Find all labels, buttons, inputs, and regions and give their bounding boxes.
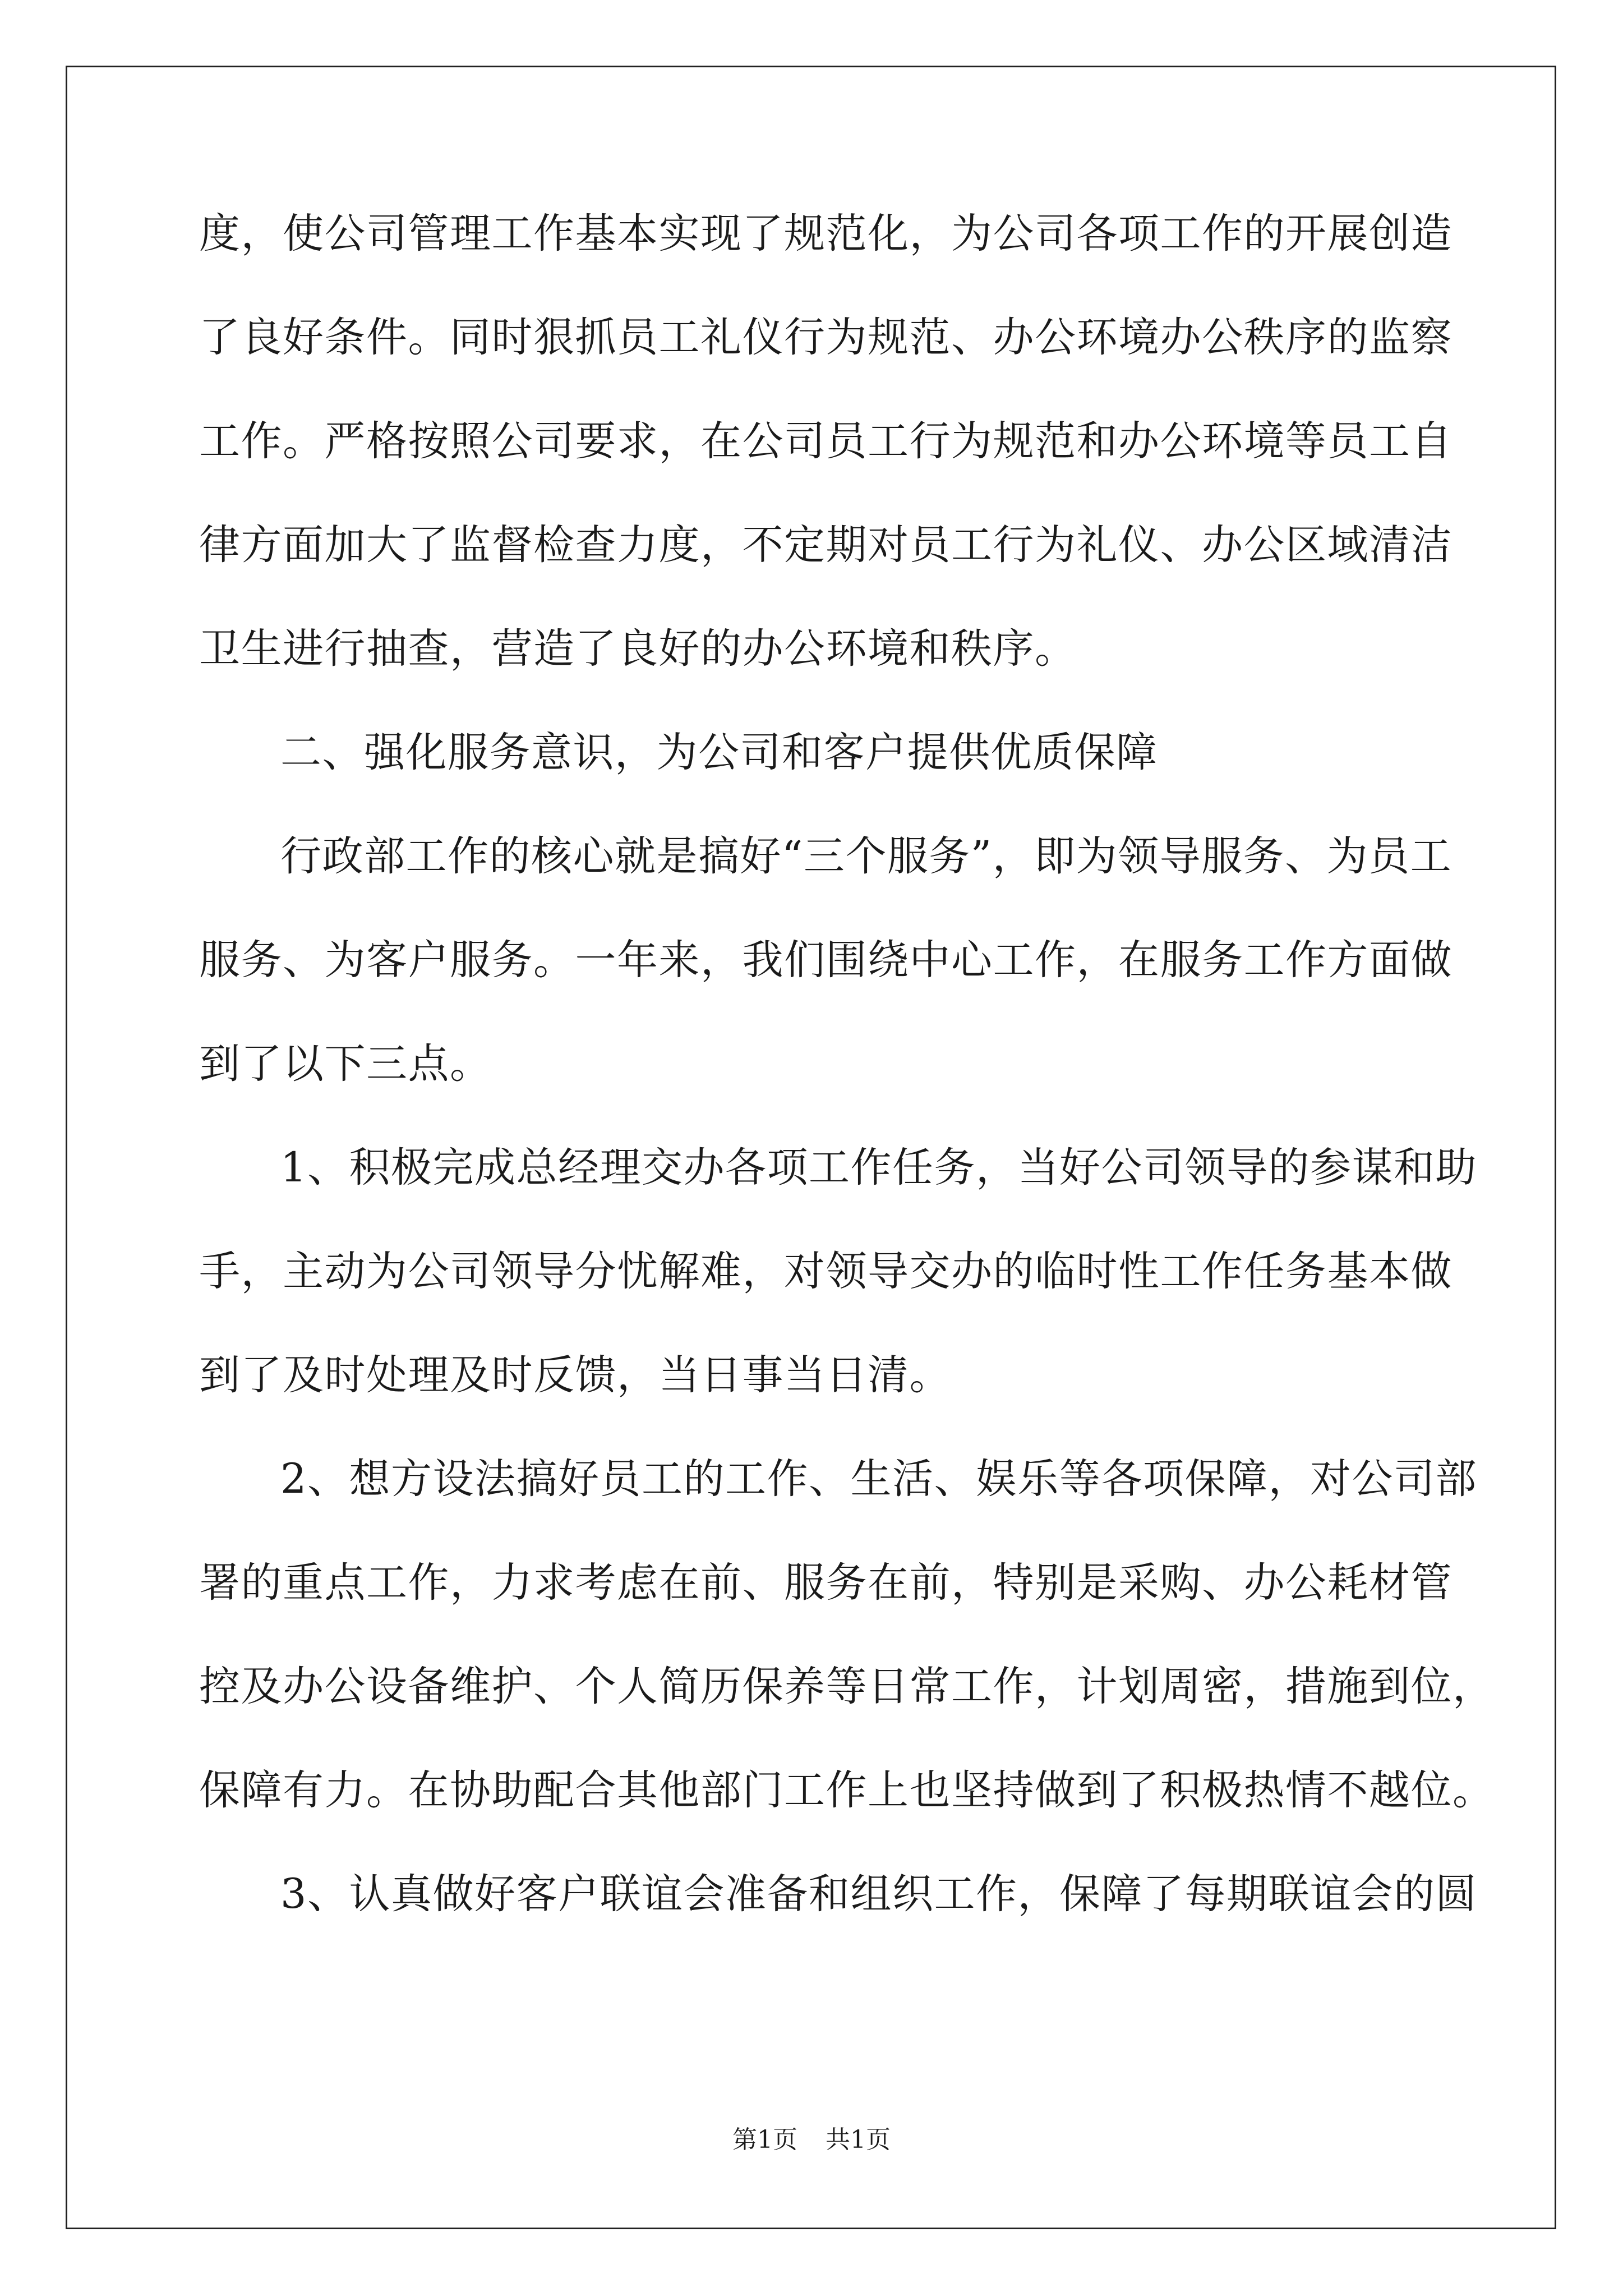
- text-line: 保障有力。在协助配合其他部门工作上也坚持做到了积极热情不越位。: [199, 1766, 1495, 1814]
- text-line: 控及办公设备维护、个人简历保养等日常工作，计划周密，措施到位，: [199, 1663, 1495, 1710]
- text-line: 2、想方设法搞好员工的工作、生活、娱乐等各项保障，对公司部: [280, 1455, 1477, 1503]
- text-line: 到了及时处理及时反馈，当日事当日清。: [199, 1351, 951, 1399]
- page-total: 共1页: [826, 2125, 891, 2154]
- text-line: 手，主动为公司领导分忧解难，对领导交办的临时性工作任务基本做: [199, 1248, 1453, 1295]
- page-footer: [0, 2126, 1623, 2154]
- text-line: 服务、为客户服务。一年来，我们围绕中心工作，在服务工作方面做: [199, 936, 1453, 984]
- document-body: [199, 210, 1495, 1977]
- section-heading: 二、强化服务意识，为公司和客户提供优质保障: [280, 729, 1158, 776]
- text-line: 工作。严格按照公司要求，在公司员工行为规范和办公环境等员工自: [199, 417, 1453, 465]
- text-line: 3、认真做好客户联谊会准备和组织工作，保障了每期联谊会的圆: [280, 1870, 1477, 1918]
- text-line: 律方面加大了监督检查力度，不定期对员工行为礼仪、办公区域清洁: [199, 521, 1453, 569]
- text-line: 1、积极完成总经理交办各项工作任务，当好公司领导的参谋和助: [280, 1144, 1477, 1191]
- page-number: 第1页: [732, 2125, 797, 2154]
- text-line: 到了以下三点。: [199, 1040, 492, 1088]
- text-line: 度，使公司管理工作基本实现了规范化，为公司各项工作的开展创造: [199, 210, 1453, 257]
- text-line: 署的重点工作，力求考虑在前、服务在前，特别是采购、办公耗材管: [199, 1559, 1453, 1607]
- text-line: 卫生进行抽查，营造了良好的办公环境和秩序。: [199, 625, 1077, 673]
- text-line: 了良好条件。同时狠抓员工礼仪行为规范、办公环境办公秩序的监察: [199, 314, 1453, 361]
- text-line: 行政部工作的核心就是搞好“三个服务”，即为领导服务、为员工: [280, 832, 1453, 880]
